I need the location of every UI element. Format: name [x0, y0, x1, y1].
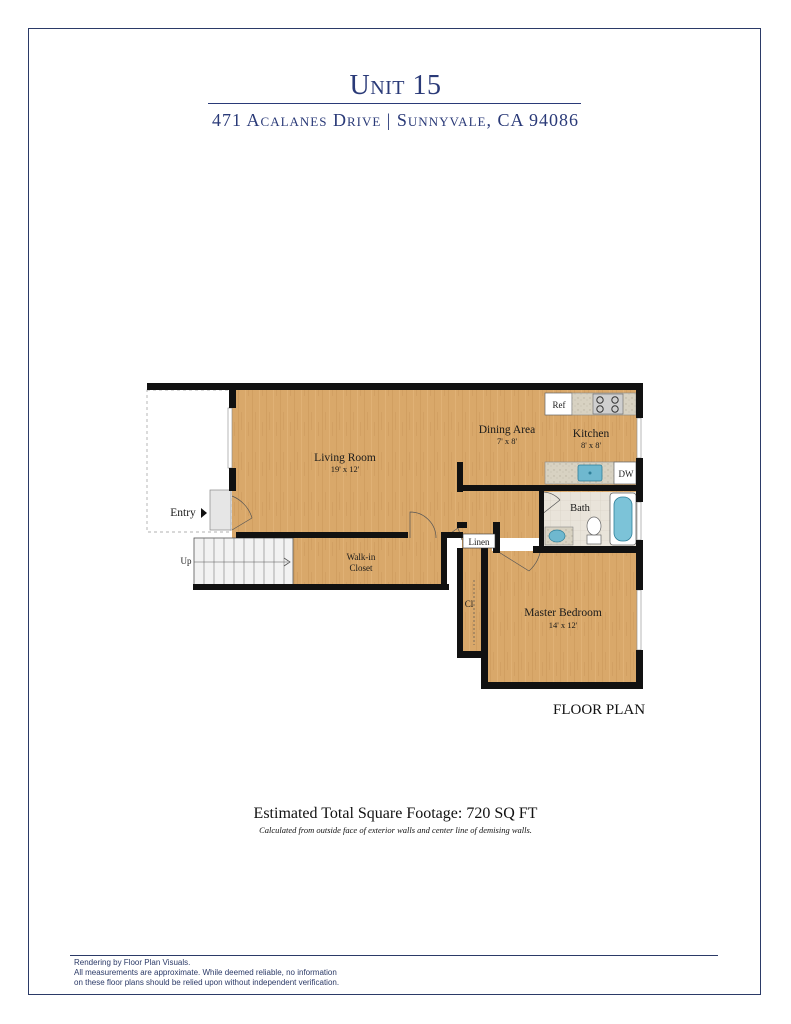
footer-divider	[70, 955, 718, 956]
living-room-dims: 19' x 12'	[330, 464, 360, 474]
page-title: Unit 15	[349, 70, 442, 101]
stove-icon	[593, 394, 623, 414]
walk-in-closet-label: Walk-in	[346, 552, 376, 562]
kitchen-dims: 8' x 8'	[580, 440, 602, 450]
floor-plan-label: FLOOR PLAN	[553, 702, 646, 718]
master-bedroom-dims: 14' x 12'	[548, 620, 578, 630]
stairs	[194, 538, 293, 586]
toilet-icon	[587, 517, 601, 544]
entry-label: Entry	[170, 507, 196, 519]
refrigerator-label: Ref	[552, 400, 566, 410]
footer-line-2: All measurements are approximate. While deemed reliable, no information	[74, 968, 337, 977]
square-footage-note: Calculated from outside face of exterior walls and center line of demising walls.	[259, 825, 532, 835]
kitchen-label: Kitchen	[572, 428, 610, 440]
linen-label: Linen	[468, 537, 490, 547]
bath-label: Bath	[570, 503, 590, 514]
entry-step	[210, 490, 231, 530]
footer-disclaimer	[74, 958, 339, 988]
square-footage: Estimated Total Square Footage: 720 SQ FT	[253, 805, 538, 822]
dining-area-dims: 7' x 8'	[496, 436, 518, 446]
walk-in-closet-label-line2: Closet	[349, 563, 373, 573]
walk-in-closet-floor	[293, 538, 443, 586]
sink-icon	[578, 465, 602, 481]
closet-label: Cl	[464, 599, 474, 609]
master-bedroom-label: Master Bedroom	[524, 607, 602, 619]
footer-line-1: Rendering by Floor Plan Visuals.	[74, 958, 191, 967]
footer-line-3: on these floor plans should be relied upon without independent verification.	[74, 978, 340, 987]
bathtub-icon	[610, 493, 636, 545]
living-room-label: Living Room	[314, 452, 376, 464]
bath-sink-icon	[545, 527, 573, 545]
stairs-up-label: Up	[180, 556, 192, 566]
address: 471 Acalanes Drive | Sunnyvale, CA 94086	[212, 110, 579, 130]
dining-area-label: Dining Area	[478, 424, 536, 436]
dishwasher-label: DW	[618, 469, 634, 479]
